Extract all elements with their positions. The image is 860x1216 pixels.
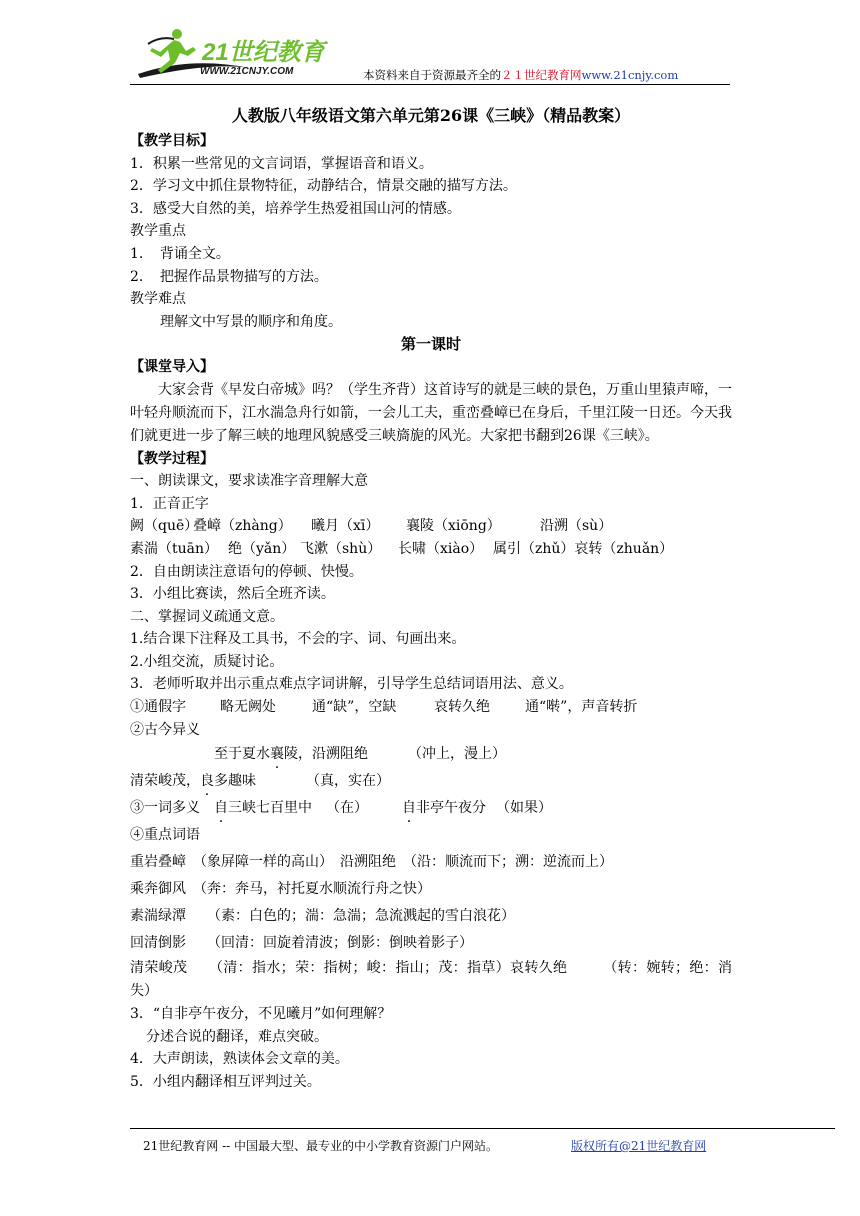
question-answer: 分述合说的翻译，难点突破。	[146, 1028, 328, 1045]
gujin-note: （冲上，漫上）	[408, 746, 506, 763]
logo-text: 21世纪教育	[202, 39, 325, 66]
pron-item: 属引（zhǔ）哀转（zhuǎn）	[493, 540, 674, 557]
yici-text: 三峡七百里中	[228, 800, 312, 817]
document-body	[130, 104, 732, 1094]
footer-rule	[130, 1128, 835, 1129]
gujin-text: 多趣味	[214, 773, 256, 790]
process-heading: 【教学过程】	[130, 450, 214, 467]
difficulty-heading: 教学难点	[130, 291, 186, 308]
goal-item: 2．学习文中抓住景物特征，动静结合，情景交融的描写方法。	[130, 178, 517, 195]
key-points-heading: 教学重点	[130, 223, 186, 240]
section-heading: 二、掌握词义疏通文意。	[130, 608, 284, 625]
tongjia-note: 通“缺”，空缺	[312, 699, 397, 716]
step-item: 1．正音正字	[130, 495, 209, 512]
pron-item: 叠嶂（zhàng）	[193, 518, 292, 535]
pron-item: 曦月（xī）	[311, 518, 380, 535]
question-item: 3．“自非亭午夜分，不见曦月”如何理解？	[130, 1006, 392, 1023]
site-logo	[130, 26, 345, 84]
yici-text: 非亭午夜分	[416, 800, 486, 817]
gujin-label: ②古今异义	[130, 721, 200, 738]
footer-text: 21世纪教育网 -- 中国最大型、最专业的中小学教育资源门户网站。	[143, 1139, 499, 1153]
emphasis-char: 襄	[270, 746, 284, 763]
key-word-row: 清荣峻茂 （清：指水；荣：指树；峻：指山；茂：指草）哀转久绝 （转：婉转；绝：消失）	[130, 960, 732, 1000]
key-point-item: 2． 把握作品景物描写的方法。	[130, 268, 328, 285]
header-url-link[interactable]: www.21cnjy.com	[581, 68, 679, 82]
copyright-link[interactable]: 版权所有@21世纪教育网	[571, 1139, 707, 1153]
step-item: 1.结合课下注释及工具书，不会的字、词、句画出来。	[130, 631, 466, 648]
goal-item: 1．积累一些常见的文言词语，掌握语音和语义。	[130, 155, 433, 172]
pronunciation-row	[130, 538, 732, 561]
zhongdian-label: ④重点词语	[130, 827, 200, 844]
pron-item: 沿溯（sù）	[540, 518, 613, 535]
emphasis-char: 自	[214, 800, 228, 817]
key-point-item: 1． 背诵全文。	[130, 245, 230, 262]
tongjia-example: 哀转久绝	[434, 699, 490, 716]
key-word-row: 重岩叠嶂 （象屏障一样的高山） 沿溯阻绝 （沿：顺流而下；溯：逆流而上）	[130, 854, 613, 871]
tongjia-label: ①通假字	[130, 699, 186, 716]
yici-note: （在）	[326, 800, 368, 817]
header-source-note	[363, 67, 678, 83]
key-word-row: 回清倒影 （回清：回旋着清波；倒影：倒映着影子）	[130, 935, 473, 952]
tongjia-row	[130, 696, 732, 719]
key-word-row: 乘奔御风 （奔：奔马，衬托夏水顺流行舟之快）	[130, 881, 431, 898]
emphasis-char: 自	[402, 800, 416, 817]
goals-heading: 【教学目标】	[130, 133, 214, 149]
header-rule	[130, 84, 730, 85]
yici-note: （如果）	[496, 800, 552, 817]
step-item: 2.小组交流，质疑讨论。	[130, 653, 284, 670]
yici-label: ③一词多义	[130, 800, 200, 817]
key-word-row: 素湍绿潭 （素：白色的；湍：急湍；急流溅起的雪白浪花）	[130, 908, 515, 925]
logo-url-text: WWW.21CNJY.COM	[200, 66, 294, 77]
header-note-prefix: 本资料来自于资源最齐全的	[363, 68, 501, 82]
pron-item: 飞漱（shù）	[300, 540, 382, 557]
gujin-text: 至于夏水	[214, 746, 270, 763]
header-site-link[interactable]: ２１世纪教育网	[501, 68, 582, 82]
gujin-text: 清荣峻茂，	[130, 773, 200, 790]
step-item: 3．老师听取并出示重点难点字词讲解，引导学生总结词语用法、意义。	[130, 676, 573, 693]
pron-item: 绝（yǎn）	[228, 540, 296, 557]
step-item: 3．小组比赛读，然后全班齐读。	[130, 586, 335, 603]
document-title: 人教版八年级语文第六单元第26课《三峡》（精品教案）	[231, 106, 631, 125]
gujin-note: （真，实在）	[306, 773, 390, 790]
step-item: 4．大声朗读，熟读体会文章的美。	[130, 1051, 349, 1068]
tongjia-note: 通“啭”，声音转折	[525, 699, 638, 716]
intro-paragraph: 大家会背《早发白帝城》吗？（学生齐背）这首诗写的就是三峡的景色，万重山里猿声啼，一叶轻舟顺流而下，江水湍急舟行如箭，一会儿工夫，重峦叠嶂已在身后，千里江陵一日还。今天我们就更进一步了解三峡的地理风貌感受三峡旖旎的风光。大家把书翻到26课《三峡》。	[130, 381, 732, 444]
yici-row	[130, 795, 732, 822]
pron-item: 素湍（tuān）	[130, 540, 219, 557]
goal-item: 3．感受大自然的美，培养学生热爱祖国山河的情感。	[130, 200, 461, 217]
pron-item: 长啸（xiào）	[398, 540, 484, 557]
step-item: 5．小组内翻译相互评判过关。	[130, 1074, 321, 1091]
gujin-example-row	[130, 768, 732, 795]
gujin-text: 陵，沿溯阻绝	[284, 746, 368, 763]
section-heading: 一、朗读课文，要求读准字音理解大意	[130, 473, 368, 490]
pron-item: 阙（quē）	[130, 518, 199, 535]
gujin-example-row	[130, 741, 732, 768]
pronunciation-row	[130, 515, 732, 538]
lesson-heading: 第一课时	[400, 335, 461, 354]
intro-heading: 【课堂导入】	[130, 358, 214, 375]
tongjia-example: 略无阙处	[220, 699, 276, 716]
difficulty-text: 理解文中写景的顺序和角度。	[160, 313, 342, 330]
pron-item: 襄陵（xiōng）	[406, 518, 501, 535]
emphasis-char: 良	[200, 773, 214, 790]
step-item: 2．自由朗读注意语句的停顿、快慢。	[130, 563, 363, 580]
